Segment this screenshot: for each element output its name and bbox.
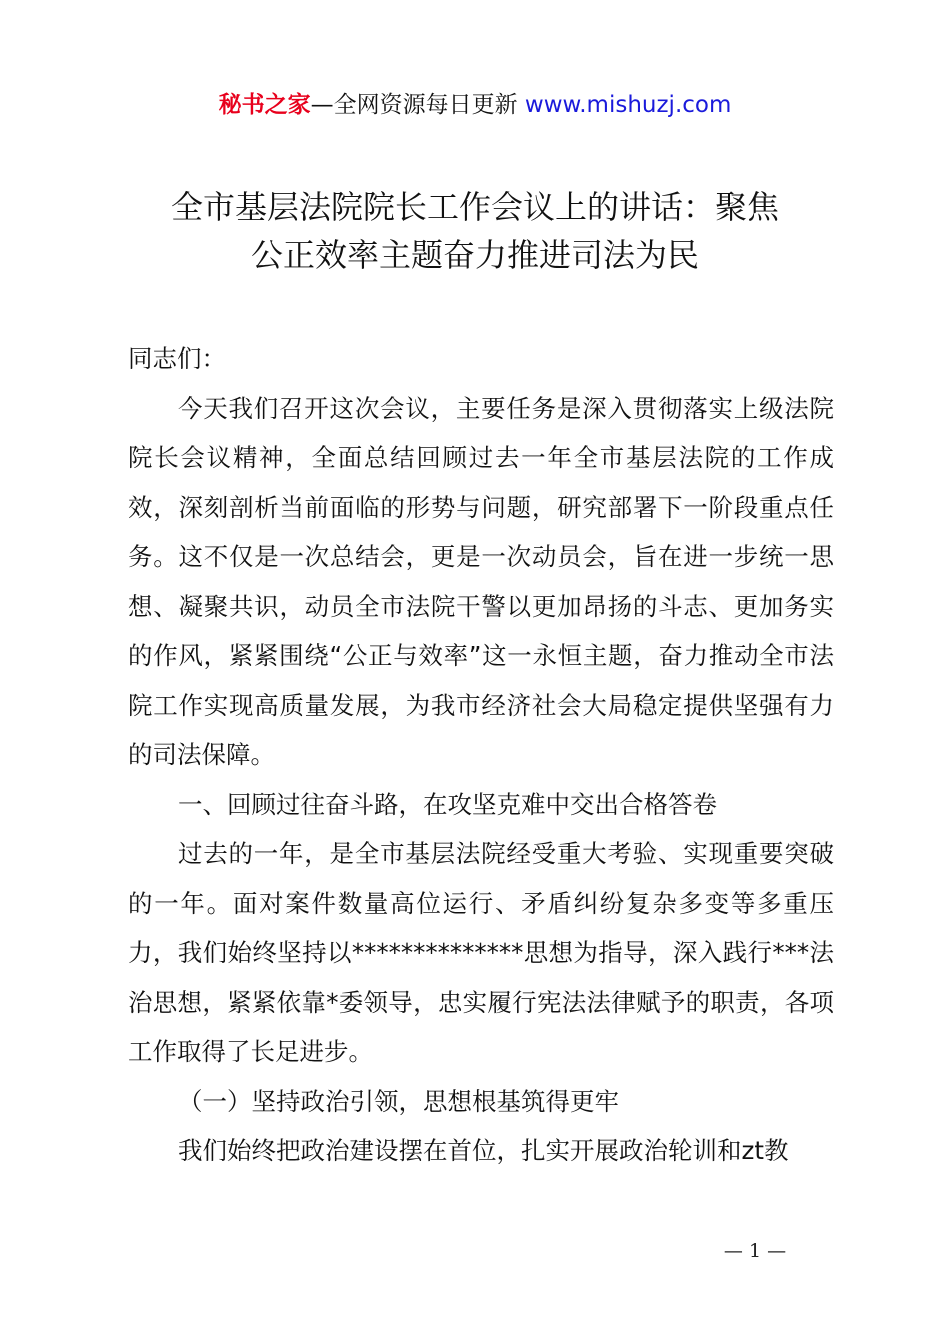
paragraph-intro: 今天我们召开这次会议，主要任务是深入贯彻落实上级法院院长会议精神，全面总结回顾过去一年全市基层法院的工作成效，深刻剖析当前面临的形势与问题，研究部署下一阶段重点任务。这不仅是一次总结会，更是一次动员会，旨在进一步统一思想、凝聚共识，动员全市法院干警以更加昂扬的斗志、更加务实的作风，紧紧围绕“公正与效率”这一永恒主题，奋力推动全市法院工作实现高质量发展，为我市经济社会大局稳定提供坚强有力的司法保障。 <box>128 393 834 769</box>
banner-tagline: —全网资源每日更新 <box>310 92 525 118</box>
document-body <box>128 334 834 1176</box>
section-heading-1: 一、回顾过往奋斗路，在攻坚克难中交出合格答卷 <box>178 789 717 819</box>
document-title <box>0 183 950 279</box>
paragraph-political: 我们始终把政治建设摆在首位，扎实开展政治轮训和zt教 <box>178 1136 789 1165</box>
salutation: 同志们： <box>128 344 226 373</box>
title-line-2: 公正效率主题奋力推进司法为民 <box>250 236 699 274</box>
site-banner <box>0 86 950 124</box>
subsection-heading-1: （一）坚持政治引领，思想根基筑得更牢 <box>178 1086 619 1116</box>
paragraph-review: 过去的一年，是全市基层法院经受重大考验、实现重要突破的一年。面对案件数量高位运行、矛盾纠纷复杂多变等多重压力，我们始终坚持以**************思想为指导，深入践行***法治思想，紧紧依靠*委领导，忠实履行宪法法律赋予的职责，各项工作取得了长足进步。 <box>128 839 834 1066</box>
title-line-1: 全市基层法院院长工作会议上的讲话：聚焦 <box>170 188 779 226</box>
brand-name: 秘书之家 <box>218 92 311 118</box>
page-number: — 1 — <box>723 1240 787 1262</box>
site-url-link[interactable]: www.mishuzj.com <box>524 92 732 118</box>
